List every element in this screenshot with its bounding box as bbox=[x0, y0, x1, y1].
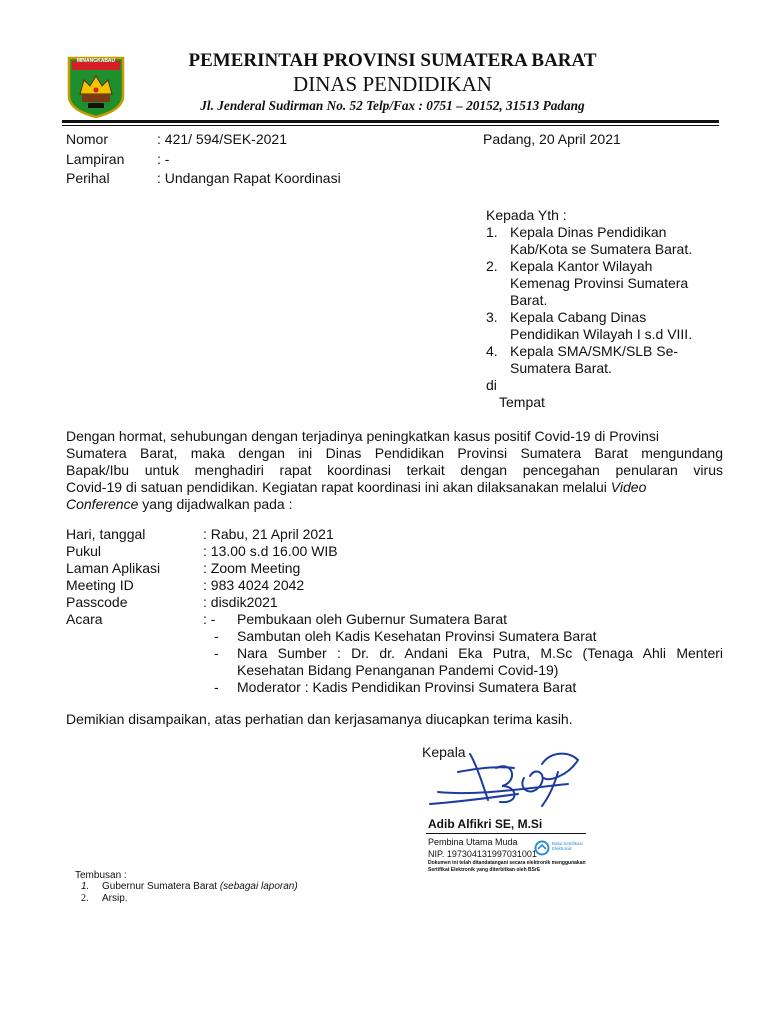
signer-name: Adib Alfikri SE, M.Si bbox=[428, 817, 543, 831]
logo-banner-text: MINANGKABAU bbox=[76, 58, 116, 64]
letterhead-line1: PEMERINTAH PROVINSI SUMATERA BARAT bbox=[188, 50, 597, 71]
tembusan-item-text: Arsip. bbox=[102, 893, 128, 904]
letterhead-rule-thick bbox=[62, 120, 719, 123]
schedule-label: Laman Aplikasi bbox=[66, 560, 161, 576]
place-date: Padang, 20 April 2021 bbox=[483, 131, 621, 147]
perihal-value: : Undangan Rapat Koordinasi bbox=[157, 170, 341, 186]
signer-name-underline bbox=[426, 833, 586, 834]
schedule-value: : 13.00 s.d 16.00 WIB bbox=[203, 543, 338, 559]
recipient-line: Kab/Kota se Sumatera Barat. bbox=[510, 241, 693, 257]
schedule-label: Passcode bbox=[66, 594, 128, 610]
letterhead-rule-thin bbox=[62, 125, 719, 126]
signer-nip: NIP. 197304131997031001 bbox=[428, 849, 537, 859]
recipient-line: Barat. bbox=[510, 292, 548, 308]
schedule-value: : Rabu, 21 April 2021 bbox=[203, 526, 334, 542]
esign-note: Dokumen ini telah ditandatangani secara elektronik menggunakan Sertifikat Elektronik yang diterbitkan oleh BSrE bbox=[428, 860, 586, 873]
nomor-value: : 421/ 594/SEK-2021 bbox=[157, 131, 287, 147]
body-line-text: yang dijadwalkan pada : bbox=[138, 496, 293, 512]
body-line: Bapak/Ibu untuk menghadiri rapat koordinasi terkait dengan pencegahan penularan virus bbox=[66, 462, 723, 478]
body-italic-text: Conference bbox=[66, 496, 139, 512]
nomor-label: Nomor bbox=[66, 131, 109, 147]
recipient-number: 4. bbox=[486, 343, 498, 359]
body-line bbox=[66, 479, 646, 496]
handwritten-signature-icon bbox=[418, 742, 588, 820]
bsre-label: Balai Sertifikasi Elektronik bbox=[552, 841, 583, 851]
agenda-item: Sambutan oleh Kadis Kesehatan Provinsi Sumatera Barat bbox=[237, 628, 597, 644]
schedule-value: : 983 4024 2042 bbox=[203, 577, 305, 593]
agenda-item: Pembukaan oleh Gubernur Sumatera Barat bbox=[237, 611, 508, 627]
closing-text: Demikian disampaikan, atas perhatian dan kerjasamanya diucapkan terima kasih. bbox=[66, 711, 573, 727]
body-line-text: Covid-19 di satuan pendidikan. Kegiatan rapat koordinasi ini akan dilaksanakan melalui bbox=[66, 479, 607, 495]
recipient-number: 2. bbox=[486, 258, 498, 274]
agenda-dash: - bbox=[214, 628, 219, 644]
recipient-line: Kepala Dinas Pendidikan bbox=[510, 224, 667, 240]
tembusan-number: 1. bbox=[81, 881, 90, 892]
letterhead-line2: DINAS PENDIDIKAN bbox=[293, 72, 492, 96]
recipient-line: Kepala SMA/SMK/SLB Se- bbox=[510, 343, 679, 359]
province-logo-icon bbox=[66, 56, 126, 118]
schedule-label: Meeting ID bbox=[66, 577, 134, 593]
tembusan-item-text: Gubernur Sumatera Barat bbox=[102, 881, 218, 892]
schedule-value: : - bbox=[203, 611, 216, 627]
agenda-item: Nara Sumber : Dr. dr. Andani Eka Putra, M.Sc (Tenaga Ahli Menteri bbox=[237, 645, 723, 661]
recipient-line: Pendidikan Wilayah I s.d VIII. bbox=[510, 326, 693, 342]
tembusan-number: 2. bbox=[81, 893, 89, 904]
signer-title: Kepala bbox=[422, 744, 466, 760]
recipient-number: 1. bbox=[486, 224, 498, 240]
recipient-number: 3. bbox=[486, 309, 498, 325]
tembusan-heading: Tembusan : bbox=[75, 870, 127, 881]
signer-rank: Pembina Utama Muda bbox=[428, 837, 518, 847]
recipient-line: Kepala Kantor Wilayah bbox=[510, 258, 653, 274]
perihal-label: Perihal bbox=[66, 170, 110, 186]
agenda-dash: - bbox=[214, 645, 219, 661]
agenda-item: Kesehatan Bidang Penanganan Pandemi Covid-19) bbox=[237, 662, 559, 678]
recipient-line: Sumatera Barat. bbox=[510, 360, 612, 376]
letterhead-address: Jl. Jenderal Sudirman No. 52 Telp/Fax : 0751 – 20152, 31513 Padang bbox=[200, 98, 585, 113]
bsre-logo-icon bbox=[534, 840, 550, 856]
recipient-tempat: Tempat bbox=[499, 394, 545, 410]
body-italic-text: Video bbox=[610, 479, 647, 495]
body-line: Sumatera Barat, maka dengan ini Dinas Pendidikan Provinsi Sumatera Barat mengundang bbox=[66, 445, 723, 461]
tembusan-item-italic: (sebagai laporan) bbox=[219, 881, 298, 892]
schedule-value: : disdik2021 bbox=[203, 594, 278, 610]
recipient-line: Kemenag Provinsi Sumatera bbox=[510, 275, 689, 291]
schedule-label: Acara bbox=[66, 611, 103, 627]
schedule-label: Pukul bbox=[66, 543, 102, 559]
lampiran-value: : - bbox=[157, 151, 170, 167]
lampiran-label: Lampiran bbox=[66, 151, 125, 167]
recipient-di: di bbox=[486, 377, 497, 393]
recipients-heading: Kepada Yth : bbox=[486, 207, 567, 223]
schedule-value: : Zoom Meeting bbox=[203, 560, 301, 576]
body-line: Dengan hormat, sehubungan dengan terjadinya peningkatkan kasus positif Covid-19 di Provinsi bbox=[66, 428, 660, 444]
tembusan-item bbox=[102, 881, 298, 893]
agenda-dash: - bbox=[214, 679, 219, 695]
recipient-line: Kepala Cabang Dinas bbox=[510, 309, 647, 325]
body-line bbox=[66, 496, 293, 513]
schedule-label: Hari, tanggal bbox=[66, 526, 146, 542]
agenda-item: Moderator : Kadis Pendidikan Provinsi Sumatera Barat bbox=[237, 679, 577, 695]
